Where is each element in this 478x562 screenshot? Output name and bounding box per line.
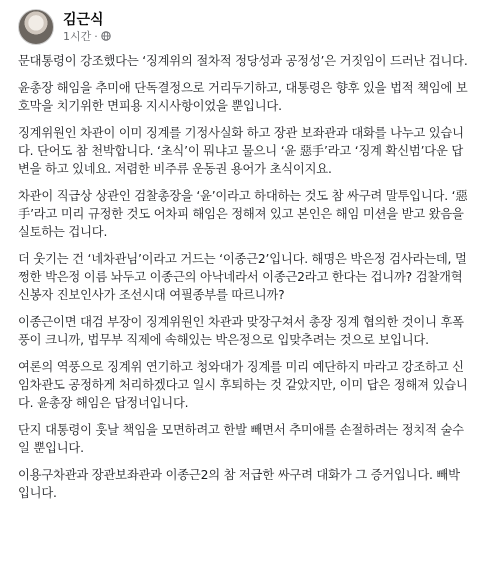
post-paragraph: 윤총장 해임을 추미애 단독결정으로 거리두기하고, 대통령은 향후 있을 법적 책임에 보호막을 치기위한 면피용 지시사항이었을 뿐입니다. xyxy=(18,81,468,113)
post-paragraph: 더 웃기는 건 ‘네차관님’이라고 거드는 ‘이종근2’입니다. 해명은 박은정 검사라는데, 멀쩡한 박은정 이름 놔두고 이종근의 아낙네라서 이종근2라고 한다는 겁니까? 검찰개혁 신봉자 진보인사가 조선시대 여필종부를 따르니까? xyxy=(18,252,467,302)
post-subline xyxy=(63,29,111,44)
separator-dot: · xyxy=(94,29,98,43)
post-paragraph: 문대통령이 강조했다는 ‘징계위의 절차적 정당성과 공정성’은 거짓임이 드러난 겁니다. xyxy=(18,54,468,68)
post-paragraph: 징계위원인 차관이 이미 징계를 기정사실화 하고 장관 보좌관과 대화를 나누고 있습니다. 단어도 참 천박합니다. ‘초식’이 뭐냐고 물으니 ‘윤 惡手’라고 ‘징계 확신범’다운 답변을 하고 있네요. 저렴한 비주류 운동권 용어가 초식이지요. xyxy=(18,126,464,176)
post-paragraph: 이종근이면 대검 부장이 징계위원인 차관과 맞장구쳐서 총장 징계 협의한 것이니 후폭풍이 크니까, 법무부 직제에 속해있는 박은정으로 입맞추려는 것으로 보입니다. xyxy=(18,315,464,347)
post-paragraph: 여론의 역풍으로 징계위 연기하고 청와대가 징계를 미리 예단하지 마라고 강조하고 신임차관도 공정하게 처리하겠다고 일시 후퇴하는 것 같았지만, 이미 답은 정해져 있습니다. 윤총장 해임은 답정너입니다. xyxy=(18,360,468,410)
timestamp[interactable]: 1시간 xyxy=(63,29,92,43)
globe-icon[interactable] xyxy=(101,31,111,41)
post-paragraph: 단지 대통령이 훗날 책임을 모면하려고 한발 빼면서 추미애를 손절하려는 정치적 술수일 뿐입니다. xyxy=(18,423,464,455)
post-header xyxy=(18,0,468,52)
avatar[interactable] xyxy=(18,9,54,45)
post-meta xyxy=(63,11,111,44)
author-name[interactable]: 김근식 xyxy=(63,11,104,28)
post-body xyxy=(18,52,468,502)
post-paragraph: 차관이 직급상 상관인 검찰총장을 ‘윤’이라고 하대하는 것도 참 싸구려 말투입니다. ‘惡手’라고 미리 규정한 것도 어차피 해임은 정해져 있고 본인은 해임 미션을 받고 왔음을 실토하는 겁니다. xyxy=(18,189,468,239)
post-paragraph: 이용구차관과 장관보좌관과 이종근2의 참 저급한 싸구려 대화가 그 증거입니다. 빼박입니다. xyxy=(18,468,460,500)
